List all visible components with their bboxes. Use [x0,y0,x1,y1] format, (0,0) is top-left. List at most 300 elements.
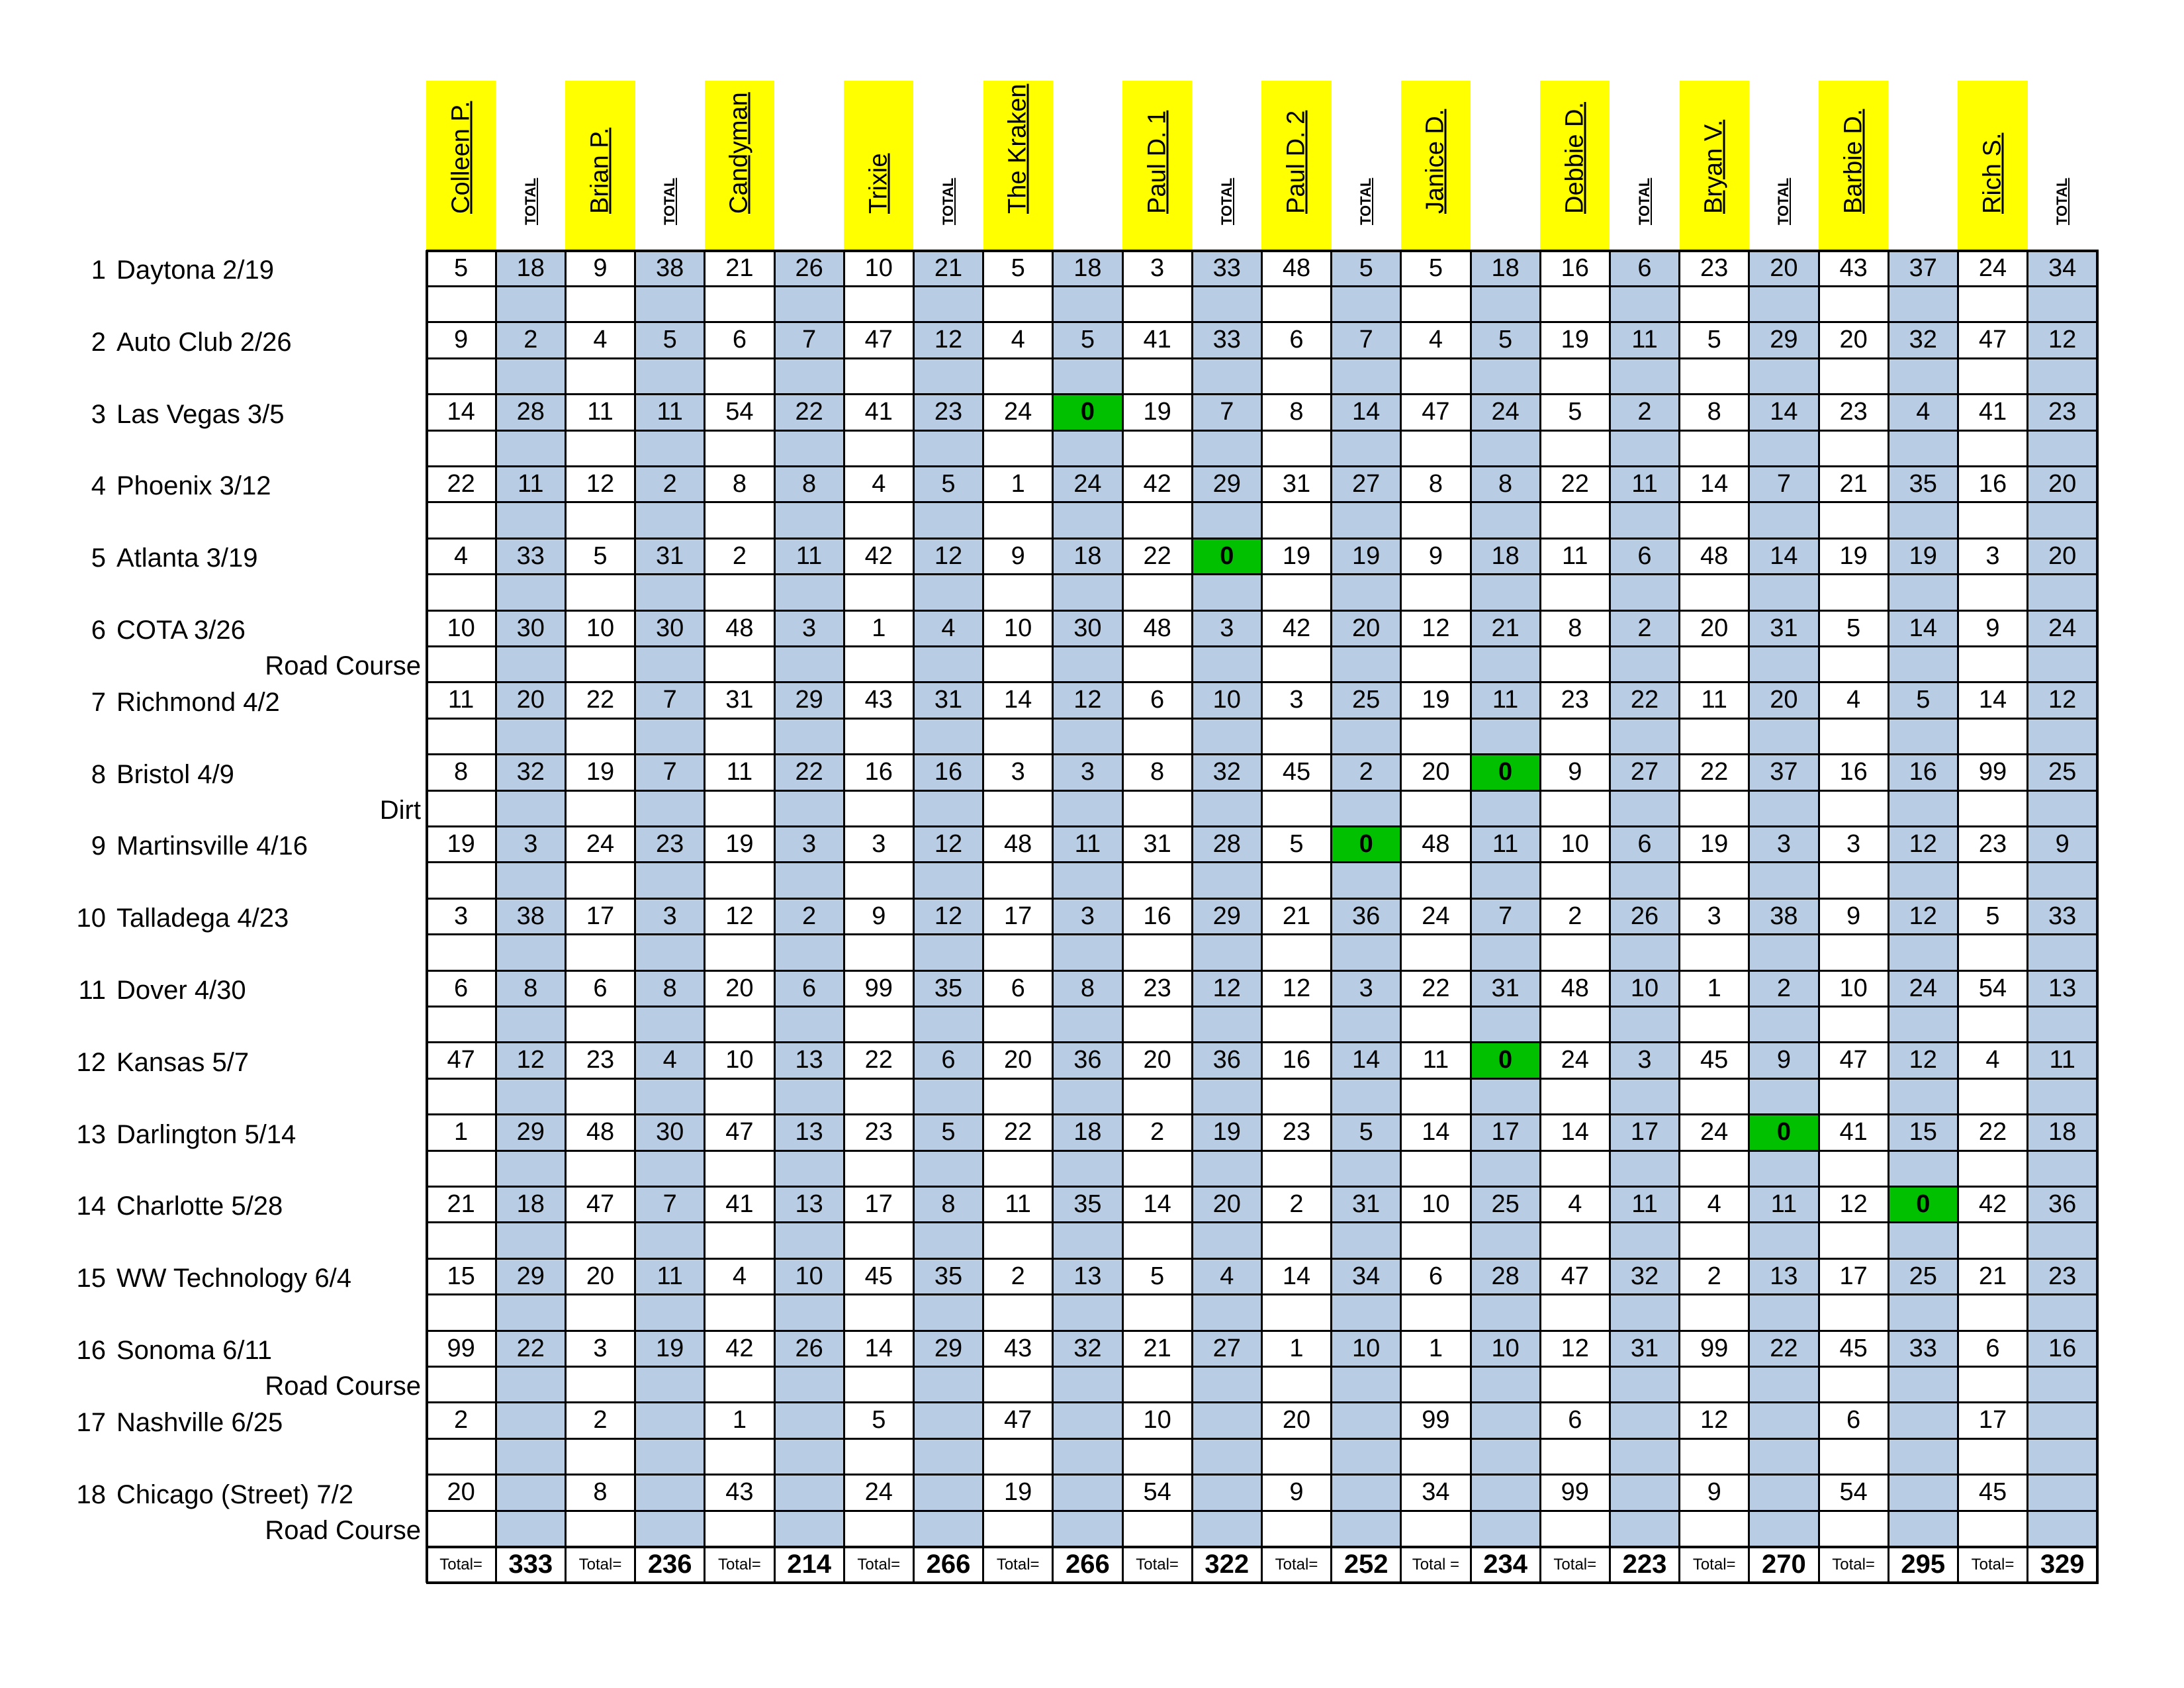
score-cell: 6 [454,974,469,1002]
score-cell: 19 [1352,541,1381,570]
score-cell: 3 [1080,902,1095,930]
score-cell: 12 [1561,1334,1589,1362]
score-cell: 12 [1422,614,1450,642]
score-cell: 24 [1073,470,1102,498]
score-cell: 11 [1631,470,1658,498]
grid-horizontal-line [426,861,2099,863]
score-cell: 19 [447,830,475,859]
score-cell: 6 [1428,1262,1443,1290]
race-note: Road Course [265,1372,421,1401]
score-cell: 10 [1004,614,1032,642]
score-cell: 22 [586,686,615,714]
score-cell: 99 [447,1334,475,1362]
score-cell: 28 [516,398,545,426]
race-number: 14 [76,1192,106,1221]
score-cell: 17 [1004,902,1032,930]
score-cell: 2 [523,326,538,354]
score-cell: 3 [523,830,538,859]
score-cell: 6 [941,1046,956,1074]
race-name: Dover 4/30 [116,976,246,1005]
score-cell: 19 [1909,541,1937,570]
score-cell: 18 [516,254,545,282]
score-cell: 25 [1352,686,1381,714]
score-cell: 19 [1422,686,1450,714]
participant-name: Janice D. [1421,109,1449,214]
grand-total: 266 [1066,1550,1110,1579]
grid-horizontal-line [426,1258,2099,1260]
score-cell [1471,1403,1540,1438]
score-cell: 13 [2048,974,2077,1002]
score-cell: 1 [454,1118,469,1147]
score-cell: 5 [1289,830,1304,859]
score-cell: 29 [934,1334,963,1362]
score-cell: 47 [1004,1406,1032,1434]
grid-vertical-line [1609,250,1611,1583]
score-cell: 1 [1707,974,1721,1002]
score-cell: 14 [1352,1046,1381,1074]
score-cell: 8 [1080,974,1095,1002]
score-cell: 21 [1143,1334,1171,1362]
score-cell: 7 [662,686,677,714]
score-cell [913,1475,983,1511]
score-cell: 7 [1776,470,1791,498]
score-cell [1888,1403,1958,1438]
score-cell [496,1475,565,1511]
score-cell: 12 [516,1046,545,1074]
score-cell: 20 [2048,470,2077,498]
score-cell: 31 [725,686,754,714]
score-cell: 11 [518,470,544,498]
score-cell: 47 [864,326,893,354]
score-cell: 15 [447,1262,475,1290]
participant-name-header [1680,81,1749,250]
score-cell: 41 [864,398,893,426]
score-cell: 3 [872,830,886,859]
grid-horizontal-line [426,573,2099,575]
race-number: 11 [78,976,106,1005]
score-cell: 9 [1289,1478,1304,1507]
score-cell: 8 [1568,614,1582,642]
score-cell [774,1475,844,1511]
score-cell: 10 [1422,1190,1450,1219]
race-number: 15 [76,1264,106,1293]
score-cell: 99 [1700,1334,1729,1362]
score-cell: 31 [656,541,684,570]
score-cell: 43 [725,1478,754,1507]
grid-horizontal-line [426,1221,2099,1223]
score-cell: 1 [732,1406,747,1434]
race-number: 18 [76,1479,106,1509]
score-cell: 24 [864,1478,893,1507]
score-cell: 41 [1978,398,2007,426]
total-column-header [1053,81,1122,250]
participant-name-header [1122,81,1192,250]
race-name: Las Vegas 3/5 [116,399,285,429]
score-cell: 24 [2048,614,2077,642]
score-cell: 47 [447,1046,475,1074]
score-cell: 8 [802,470,817,498]
score-cell: 25 [1491,1190,1520,1219]
score-cell: 3 [1846,830,1861,859]
score-cell: 19 [1700,830,1729,859]
grid-horizontal-line [426,1438,2099,1440]
score-cell: 20 [1212,1190,1241,1219]
score-cell: 10 [1143,1406,1171,1434]
grid-horizontal-line [426,1113,2099,1115]
score-cell [774,1403,844,1438]
race-name: COTA 3/26 [116,616,246,645]
score-cell: 30 [656,614,684,642]
race-name: Darlington 5/14 [116,1119,296,1149]
score-cell: 34 [1422,1478,1450,1507]
score-cell: 11 [1005,1190,1031,1219]
total-column-header [1192,81,1261,250]
grand-total: 333 [508,1550,553,1579]
score-cell: 5 [662,326,677,354]
score-cell: 26 [795,254,823,282]
grid-vertical-line [495,250,497,1583]
score-cell: 17 [1630,1118,1659,1147]
total-label: Total= [718,1555,761,1573]
grid-vertical-line [1818,250,1820,1583]
score-cell: 33 [1212,254,1241,282]
score-cell: 18 [1491,254,1520,282]
score-cell: 35 [934,1262,963,1290]
score-cell: 8 [941,1190,956,1219]
score-cell: 23 [1978,830,2007,859]
grid-horizontal-line [426,753,2099,755]
score-cell: 10 [795,1262,823,1290]
grand-total: 266 [926,1550,971,1579]
score-cell: 4 [1707,1190,1721,1219]
total-header-label: TOTAL [661,177,678,225]
score-cell: 2 [1289,1190,1304,1219]
score-cell: 27 [1630,758,1659,786]
score-cell [1610,1403,1679,1438]
score-cell: 8 [662,974,677,1002]
score-cell: 22 [795,758,823,786]
total-label: Total= [578,1555,622,1573]
score-cell: 48 [725,614,754,642]
score-cell: 99 [1422,1406,1450,1434]
score-cell: 32 [516,758,545,786]
score-cell: 37 [1909,254,1937,282]
score-cell: 22 [1004,1118,1032,1147]
score-cell: 20 [1352,614,1381,642]
score-cell: 6 [1568,1406,1582,1434]
score-cell [1749,1475,1819,1511]
score-cell: 11 [447,686,475,714]
participant-name-header [983,81,1053,250]
score-cell: 4 [454,541,469,570]
score-cell: 6 [1637,830,1652,859]
score-cell: 5 [1359,1118,1373,1147]
score-cell: 25 [2048,758,2077,786]
grid-vertical-line [1330,250,1332,1583]
score-cell: 23 [1282,1118,1311,1147]
score-cell: 3 [802,830,817,859]
participant-name-header [844,81,913,250]
score-cell: 2 [662,470,677,498]
score-cell: 19 [656,1334,684,1362]
total-label: Total= [1275,1555,1318,1573]
grid-vertical-line [1748,250,1750,1583]
score-cell: 11 [1770,1190,1797,1219]
score-cell: 12 [1839,1190,1868,1219]
score-cell: 5 [1707,326,1721,354]
score-cell: 6 [1289,326,1304,354]
participant-name: Barbie D. [1839,109,1868,214]
grid-vertical-line [704,250,705,1583]
participant-name: Paul D. 1 [1143,110,1171,214]
score-cell: 20 [586,1262,615,1290]
race-name: Atlanta 3/19 [116,543,258,573]
score-cell: 10 [1212,686,1241,714]
score-cell: 48 [1422,830,1450,859]
score-cell: 4 [593,326,608,354]
grid-horizontal-line [426,393,2099,395]
grid-vertical-line [1470,250,1472,1583]
total-label: Total= [1553,1555,1597,1573]
grid-horizontal-line [426,1330,2099,1332]
total-column-header [1610,81,1679,250]
score-cell: 23 [1700,254,1729,282]
score-cell: 0 [1053,395,1122,430]
score-cell: 19 [1561,326,1589,354]
score-cell [1888,1475,1958,1511]
grid-horizontal-line [426,681,2099,683]
grid-horizontal-line [426,1366,2099,1368]
score-cell: 5 [1985,902,2000,930]
grid-vertical-line [1678,250,1680,1583]
total-label: Total= [439,1555,482,1573]
score-cell: 16 [1978,470,2007,498]
score-cell: 12 [1073,686,1102,714]
grand-total: 295 [1901,1550,1946,1579]
score-cell: 22 [1770,1334,1798,1362]
score-cell: 8 [1289,398,1304,426]
grand-total: 252 [1343,1550,1388,1579]
score-cell: 22 [1630,686,1659,714]
score-cell: 9 [1428,541,1443,570]
score-cell: 3 [1637,1046,1652,1074]
score-cell: 5 [872,1406,886,1434]
score-cell: 30 [1073,614,1102,642]
race-number: 16 [76,1336,106,1365]
score-cell: 31 [1491,974,1520,1002]
score-cell: 31 [1352,1190,1381,1219]
race-name: Sonoma 6/11 [116,1336,272,1365]
score-cell [1332,1403,1401,1438]
score-cell: 5 [1011,254,1025,282]
score-cell: 43 [1839,254,1868,282]
score-cell: 10 [1561,830,1589,859]
score-cell: 20 [516,686,545,714]
grid-horizontal-line [426,933,2099,935]
grid-horizontal-line [426,1006,2099,1008]
score-cell: 16 [2048,1334,2077,1362]
score-cell: 23 [656,830,684,859]
score-cell [635,1475,705,1511]
score-cell: 30 [656,1118,684,1147]
score-cell: 11 [1492,686,1519,714]
score-cell: 12 [934,830,963,859]
score-cell: 3 [1359,974,1373,1002]
score-cell: 11 [657,1262,683,1290]
total-column-header [496,81,565,250]
score-cell: 18 [516,1190,545,1219]
score-cell: 10 [1491,1334,1520,1362]
score-cell: 11 [1701,686,1727,714]
score-cell: 0 [1749,1115,1819,1150]
score-cell: 25 [1909,1262,1937,1290]
score-cell: 32 [1212,758,1241,786]
score-cell: 21 [1491,614,1520,642]
participant-name-header [1261,81,1331,250]
race-name: Talladega 4/23 [116,904,289,933]
score-cell: 2 [732,541,747,570]
score-cell: 4 [1428,326,1443,354]
score-cell: 20 [1004,1046,1032,1074]
grid-horizontal-line [426,1293,2099,1295]
score-cell: 10 [447,614,475,642]
score-cell: 17 [1491,1118,1520,1147]
score-cell: 16 [1839,758,1868,786]
score-cell: 8 [1428,470,1443,498]
score-cell: 2 [802,902,817,930]
score-cell: 6 [1150,686,1165,714]
score-cell: 22 [516,1334,545,1362]
score-cell: 35 [934,974,963,1002]
score-cell [1610,1475,1679,1511]
grid-horizontal-line [426,790,2099,792]
score-cell: 3 [1220,614,1234,642]
score-cell: 6 [1846,1406,1861,1434]
score-cell: 11 [1562,541,1588,570]
score-cell: 16 [1909,758,1937,786]
score-cell: 2 [454,1406,469,1434]
score-cell: 13 [795,1046,823,1074]
score-cell: 22 [864,1046,893,1074]
score-cell: 1 [1011,470,1025,498]
grid-horizontal-line [426,1581,2099,1584]
race-name: Kansas 5/7 [116,1047,250,1077]
score-cell: 20 [1839,326,1868,354]
total-label: Total = [1412,1555,1460,1573]
score-cell: 12 [2048,326,2077,354]
grid-vertical-line [1957,250,1959,1583]
score-cell: 11 [587,398,614,426]
participant-name: Brian P. [586,127,614,214]
participant-name: Rich S. [1978,132,2007,214]
score-cell: 47 [1978,326,2007,354]
score-cell: 22 [795,398,823,426]
grid-horizontal-line [426,1041,2099,1043]
score-cell: 29 [516,1118,545,1147]
score-cell: 3 [1776,830,1791,859]
score-cell: 48 [586,1118,615,1147]
race-number: 5 [91,543,106,573]
score-cell: 99 [1561,1478,1589,1507]
race-name: Richmond 4/2 [116,687,280,717]
score-cell: 54 [1839,1478,1868,1507]
score-cell: 45 [864,1262,893,1290]
score-cell: 32 [1630,1262,1659,1290]
score-cell: 11 [1492,830,1519,859]
total-label: Total= [1832,1555,1875,1573]
score-cell: 9 [1985,614,2000,642]
score-cell: 14 [1770,541,1798,570]
score-cell: 4 [1846,686,1861,714]
score-cell: 3 [1150,254,1165,282]
score-cell: 19 [1143,398,1171,426]
score-cell: 22 [1143,541,1171,570]
total-label: Total= [996,1555,1040,1573]
score-cell: 20 [1700,614,1729,642]
score-cell: 12 [1909,1046,1937,1074]
score-cell: 29 [795,686,823,714]
score-cell: 2 [1568,902,1582,930]
score-cell: 26 [795,1334,823,1362]
score-cell: 2 [593,1406,608,1434]
grid-vertical-line [1191,250,1193,1583]
score-cell: 4 [1011,326,1025,354]
total-header-label: TOTAL [939,177,956,225]
grid-horizontal-line [426,825,2099,827]
score-cell: 5 [1080,326,1095,354]
score-cell: 19 [1004,1478,1032,1507]
score-cell: 2 [1637,398,1652,426]
score-cell: 41 [1839,1118,1868,1147]
score-cell: 14 [1978,686,2007,714]
score-cell: 21 [1282,902,1311,930]
score-cell: 24 [586,830,615,859]
race-name: Phoenix 3/12 [116,471,271,501]
score-cell: 38 [516,902,545,930]
score-cell [913,1403,983,1438]
score-cell [1749,1403,1819,1438]
score-cell: 1 [872,614,886,642]
participant-name-header [705,81,774,250]
score-cell: 17 [586,902,615,930]
score-cell: 10 [586,614,615,642]
score-cell: 8 [732,470,747,498]
score-cell: 20 [1770,686,1798,714]
race-number: 13 [76,1119,106,1149]
grid-horizontal-line [426,285,2099,287]
score-cell: 5 [1359,254,1373,282]
score-cell: 21 [447,1190,475,1219]
score-cell [1332,1475,1401,1511]
score-cell: 14 [1700,470,1729,498]
score-cell: 38 [656,254,684,282]
grand-total: 270 [1762,1550,1806,1579]
score-cell: 29 [1212,470,1241,498]
score-cell: 33 [516,541,545,570]
score-cell: 11 [1631,326,1658,354]
race-number: 1 [91,256,106,285]
score-cell: 3 [1985,541,2000,570]
score-cell: 31 [1630,1334,1659,1362]
score-cell: 31 [1282,470,1311,498]
score-cell: 3 [802,614,817,642]
grid-vertical-line [565,250,567,1583]
score-cell: 19 [586,758,615,786]
score-cell: 27 [1352,470,1381,498]
score-cell: 4 [1916,398,1931,426]
total-header-label: TOTAL [1357,177,1375,225]
score-cell: 10 [864,254,893,282]
